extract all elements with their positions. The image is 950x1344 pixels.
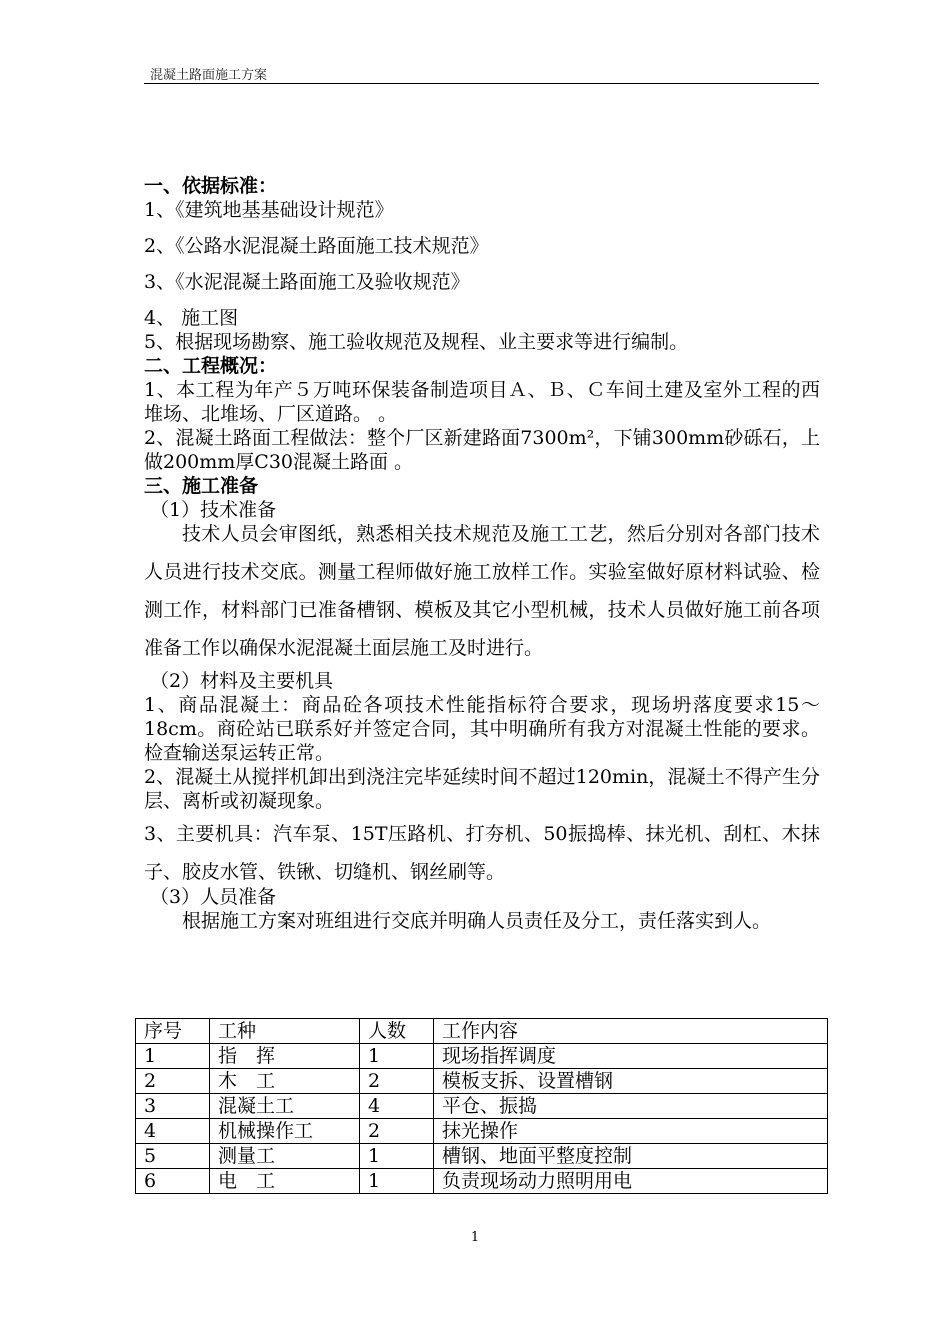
table-cell: 抹光操作 <box>434 1119 828 1144</box>
table-cell: 3 <box>136 1094 210 1119</box>
table-header-row <box>136 1019 828 1044</box>
table-cell: 4 <box>360 1094 434 1119</box>
table-cell: 指 挥 <box>210 1044 360 1069</box>
table-row <box>136 1144 828 1169</box>
table-cell: 机械操作工 <box>210 1119 360 1144</box>
table-header-cell: 人数 <box>360 1019 434 1044</box>
materials-paragraph: 2、混凝土从搅拌机卸出到浇注完毕延续时间不超过120min，混凝土不得产生分层、离析或初凝现象。 <box>144 766 820 812</box>
overview-paragraph: 2、混凝土路面工程做法：整个厂区新建路面7300m²，下铺300mm砂砾石，上做200mm厚C30混凝土路面 。 <box>144 427 820 473</box>
table-header-cell: 工作内容 <box>434 1019 828 1044</box>
subsection-title-personnel: （3）人员准备 <box>150 886 277 908</box>
table-cell: 负责现场动力照明用电 <box>434 1169 828 1194</box>
section-heading-overview: 二、工程概况： <box>144 355 278 377</box>
page-header-title: 混凝土路面施工方案 <box>150 68 268 83</box>
staffing-table <box>135 1018 828 1194</box>
table-cell: 5 <box>136 1144 210 1169</box>
table-cell: 测量工 <box>210 1144 360 1169</box>
table-row <box>136 1119 828 1144</box>
overview-paragraph: 1、本工程为年产５万吨环保装备制造项目Ａ、Ｂ、Ｃ车间土建及室外工程的西堆场、北堆场、厂区道路。 。 <box>144 379 820 425</box>
table-header-cell: 序号 <box>136 1019 210 1044</box>
page-number: 1 <box>470 1230 480 1245</box>
table-row <box>136 1169 828 1194</box>
table-cell: 1 <box>360 1169 434 1194</box>
header-divider <box>144 83 819 84</box>
table-cell: 混凝土工 <box>210 1094 360 1119</box>
personnel-paragraph: 根据施工方案对班组进行交底并明确人员责任及分工，责任落实到人。 <box>182 910 772 932</box>
document-body <box>144 174 820 933</box>
table-cell: 平仓、振捣 <box>434 1094 828 1119</box>
table-cell: 2 <box>360 1119 434 1144</box>
table-cell: 1 <box>360 1044 434 1069</box>
subsection-title-technical: （1）技术准备 <box>150 499 277 521</box>
table-row <box>136 1044 828 1069</box>
table-row <box>136 1094 828 1119</box>
materials-paragraph: 1、商品混凝土：商品砼各项技术性能指标符合要求，现场坍落度要求15～18cm。商砼站已联系好并签定合同，其中明确所有我方对混凝土性能的要求。检查输送泵运转正常。 <box>144 694 820 764</box>
table-cell: 1 <box>136 1044 210 1069</box>
table-cell: 6 <box>136 1169 210 1194</box>
basis-item: 2、《公路水泥混凝土路面施工技术规范》 <box>144 235 489 257</box>
basis-item: 1、《建筑地基基础设计规范》 <box>144 199 394 221</box>
technical-paragraph: 技术人员会审图纸，熟悉相关技术规范及施工工艺，然后分别对各部门技术人员进行技术交底。测量工程师做好施工放样工作。实验室做好原材料试验、检测工作，材料部门已准备槽钢、模板及其它小型机械，技术人员做好施工前各项准备工作以确保水泥混凝土面层施工及时进行。 <box>144 523 820 659</box>
basis-item: 5、根据现场勘察、施工验收规范及规程、业主要求等进行编制。 <box>144 331 689 353</box>
table-header-cell: 工种 <box>210 1019 360 1044</box>
table-cell: 槽钢、地面平整度控制 <box>434 1144 828 1169</box>
table-row <box>136 1069 828 1094</box>
table-cell: 现场指挥调度 <box>434 1044 828 1069</box>
table-cell: 木 工 <box>210 1069 360 1094</box>
table-cell: 4 <box>136 1119 210 1144</box>
table-cell: 模板支拆、设置槽钢 <box>434 1069 828 1094</box>
materials-paragraph: 3、主要机具：汽车泵、15T压路机、打夯机、50振捣棒、抹光机、刮杠、木抹子、胶皮水管、铁锹、切缝机、钢丝刷等。 <box>144 823 820 883</box>
table-cell: 电 工 <box>210 1169 360 1194</box>
table-cell: 2 <box>136 1069 210 1094</box>
subsection-title-materials: （2）材料及主要机具 <box>150 670 334 692</box>
basis-item: 4、 施工图 <box>144 307 239 329</box>
section-heading-preparation: 三、施工准备 <box>144 475 259 497</box>
section-heading-basis: 一、依据标准： <box>144 175 278 197</box>
basis-item: 3、《水泥混凝土路面施工及验收规范》 <box>144 271 470 293</box>
table-cell: 2 <box>360 1069 434 1094</box>
table-cell: 1 <box>360 1144 434 1169</box>
